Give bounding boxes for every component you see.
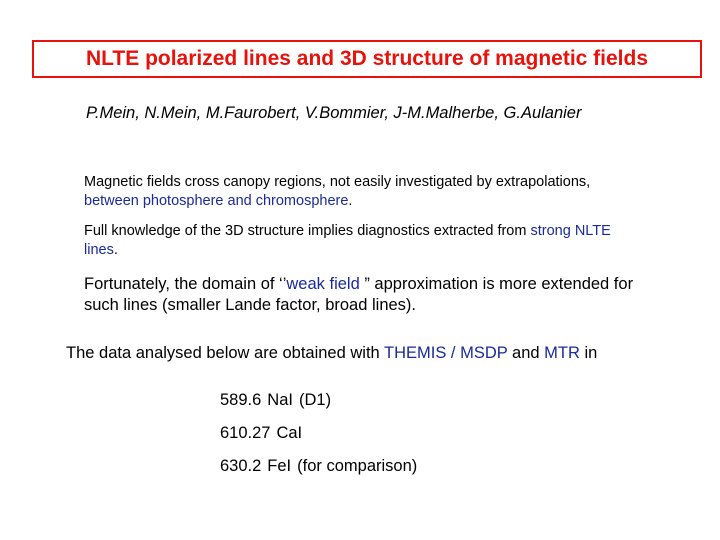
line-element: CaI xyxy=(276,424,303,442)
highlight-text: strong NLTE lines xyxy=(84,223,611,258)
paragraph-text: ” approximation is more extended for such lines (smaller Lande factor, broad lines). xyxy=(84,275,634,314)
paragraph-text: Magnetic fields cross canopy regions, not easily investigated by extrapolations, xyxy=(84,174,591,190)
paragraph-diagnostics xyxy=(84,222,644,260)
author-list: P.Mein, N.Mein, M.Faurobert, V.Bommier, J-M.Malherbe, G.Aulanier xyxy=(86,104,582,122)
data-text: in xyxy=(579,344,598,362)
line-note: (for comparison) xyxy=(297,457,418,475)
title-box xyxy=(32,40,702,78)
slide-title: NLTE polarized lines and 3D structure of magnetic fields xyxy=(85,47,649,70)
paragraph-text: Fortunately, the domain of ‘’ xyxy=(84,275,287,293)
line-element: FeI xyxy=(267,457,292,475)
spectral-line-item xyxy=(220,423,423,456)
data-source-line xyxy=(66,344,597,363)
line-element: NaI xyxy=(267,391,293,409)
data-text: and xyxy=(507,344,545,362)
spectral-line-item xyxy=(220,390,423,423)
data-text: The data analysed below are obtained with xyxy=(66,344,384,362)
highlight-text: between photosphere and chromosphere xyxy=(84,193,349,209)
spectral-line-list xyxy=(220,390,423,489)
line-wavelength: 589.6 xyxy=(220,391,262,409)
line-note: (D1) xyxy=(298,391,332,409)
instrument-mtr: MTR xyxy=(544,344,580,362)
line-wavelength: 610.27 xyxy=(220,424,271,442)
paragraph-text: Full knowledge of the 3D structure implies diagnostics extracted from xyxy=(84,223,531,239)
line-wavelength: 630.2 xyxy=(220,457,262,475)
paragraph-text: . xyxy=(348,193,353,209)
paragraph-canopy xyxy=(84,173,644,211)
paragraph-text: . xyxy=(113,242,118,258)
spectral-line-item xyxy=(220,456,423,489)
highlight-text: weak field xyxy=(286,275,360,293)
paragraph-weak-field xyxy=(84,274,644,316)
instrument-themis: THEMIS / MSDP xyxy=(384,344,508,362)
